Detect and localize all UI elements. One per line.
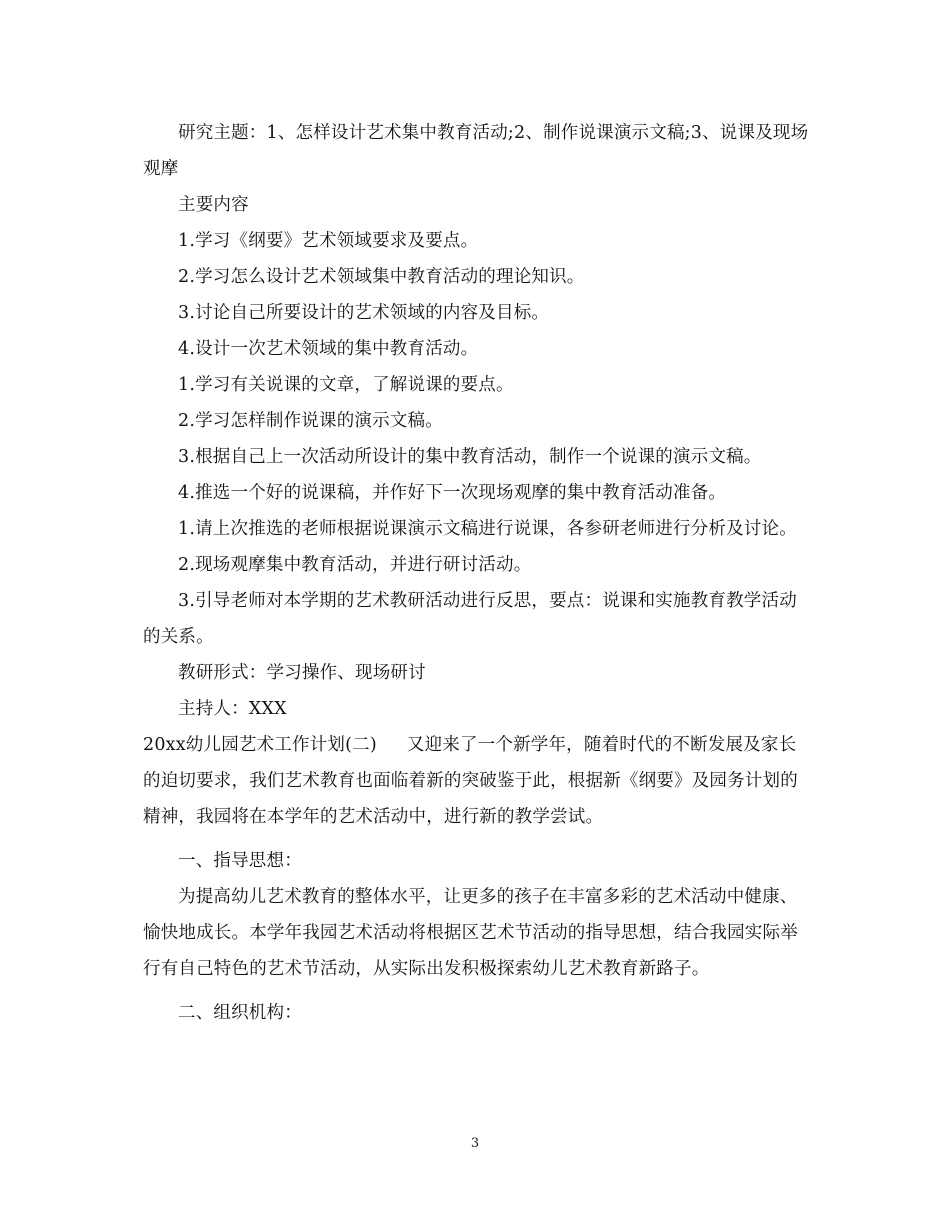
list-item: 1.学习《纲要》艺术领域要求及要点。 (178, 231, 479, 251)
list-item: 4.设计一次艺术领域的集中教育活动。 (178, 339, 479, 359)
list-item: 3.讨论自己所要设计的艺术领域的内容及目标。 (178, 303, 550, 323)
list-item: 2.学习怎样制作说课的演示文稿。 (178, 411, 443, 431)
list-item: 3.引导老师对本学期的艺术教研活动进行反思，要点：说课和实施教育教学活动的关系。 (143, 591, 797, 647)
host-paragraph: 主持人：XXX (178, 699, 287, 719)
list-item: 3.根据自己上一次活动所设计的集中教育活动，制作一个说课的演示文稿。 (178, 447, 762, 467)
list-item: 1.请上次推选的老师根据说课演示文稿进行说课，各参研老师进行分析及讨论。 (178, 519, 797, 539)
section-heading-organization: 二、组织机构： (178, 1003, 302, 1023)
list-item: 1.学习有关说课的文章，了解说课的要点。 (178, 375, 514, 395)
plan-title: 20xx幼儿园艺术工作计划(二) (143, 735, 377, 755)
section-heading-guiding-ideology: 一、指导思想： (178, 851, 302, 871)
research-topic-paragraph: 研究主题：1、怎样设计艺术集中教育活动;2、制作说课演示文稿;3、说课及现场观摩 (143, 123, 809, 179)
document-body (143, 115, 813, 1031)
page-number: 3 (470, 1136, 480, 1151)
research-format-paragraph: 教研形式：学习操作、现场研讨 (178, 663, 426, 683)
plan-intro-paragraph (143, 727, 813, 835)
plan-intro-text: 又迎来了一个新学年，随着时代的不断发展及家长的迫切要求，我们艺术教育也面临着新的突破鉴于此，根据新《纲要》及园务计划的精神，我园将在本学年的艺术活动中，进行新的教学尝试。 (143, 735, 798, 827)
guiding-ideology-paragraph: 为提高幼儿艺术教育的整体水平，让更多的孩子在丰富多彩的艺术活动中健康、愉快地成长。本学年我园艺术活动将根据区艺术节活动的指导思想，结合我园实际举行有自己特色的艺术节活动，从实际出发积极探索幼儿艺术教育新路子。 (143, 887, 798, 979)
list-item: 2.学习怎么设计艺术领域集中教育活动的理论知识。 (178, 267, 585, 287)
list-item: 4.推选一个好的说课稿，并作好下一次现场观摩的集中教育活动准备。 (178, 483, 727, 503)
list-item: 2.现场观摩集中教育活动，并进行研讨活动。 (178, 555, 532, 575)
main-content-heading: 主要内容 (178, 195, 249, 215)
